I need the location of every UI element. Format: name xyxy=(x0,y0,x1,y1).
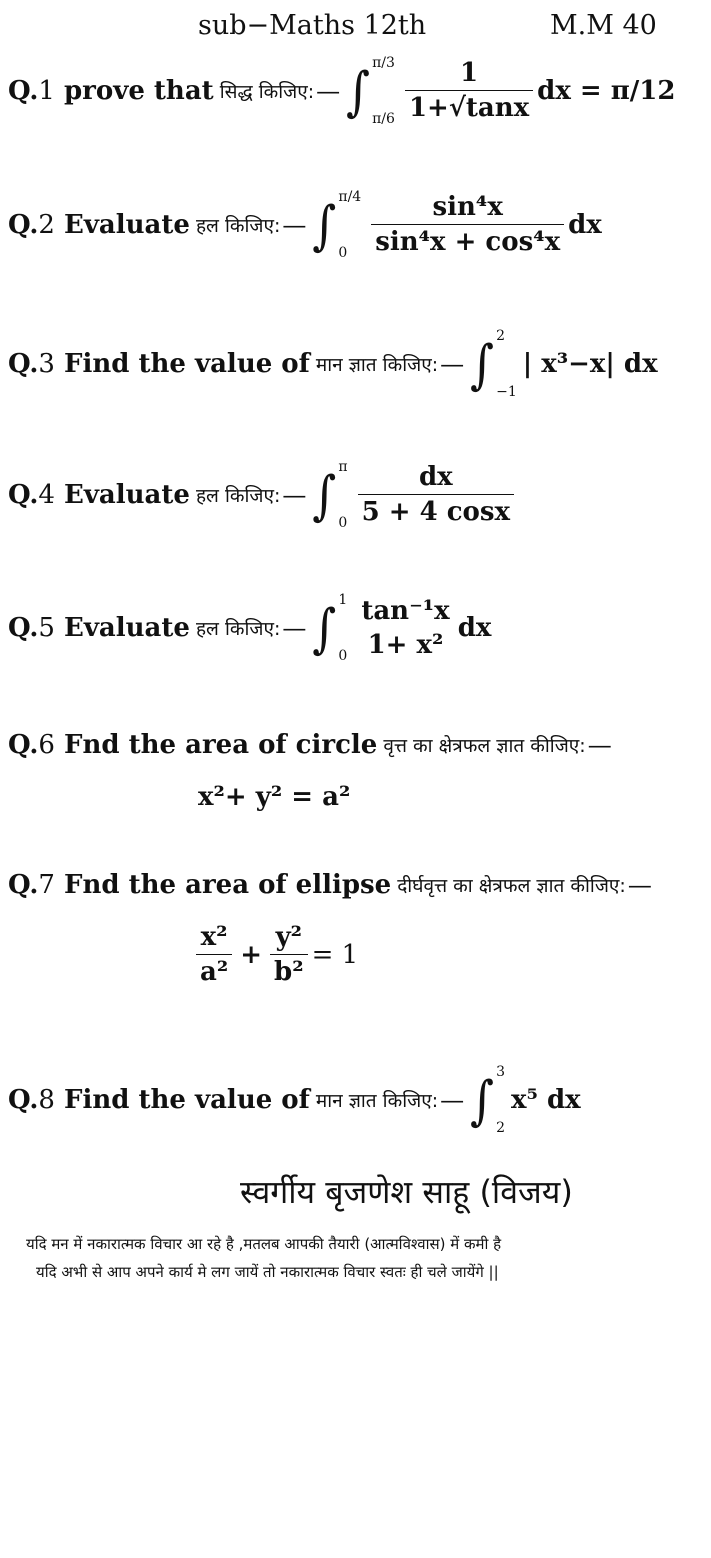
integral-expression xyxy=(470,328,658,400)
denominator: sin⁴x + cos⁴x xyxy=(371,224,564,257)
question-text: Fnd the area of circle xyxy=(54,730,378,760)
integrand: x⁵ dx xyxy=(511,1085,581,1115)
motivational-line-2: यदि अभी से आप अपने कार्य मे लग जायें तो नकारात्मक विचार स्वतः ही चले जायेंगे || xyxy=(36,1263,499,1281)
question-text: Find the value of xyxy=(54,349,310,379)
integral-expression xyxy=(312,458,518,531)
integral-expression xyxy=(470,1064,581,1136)
integral-expression xyxy=(312,592,492,664)
question-hindi: हल किजिए: xyxy=(195,214,281,237)
question-number: 6 xyxy=(38,730,55,760)
question-3: Q.3 Find the value of मान ज्ञात किजिए: — ∫ 2 −1 | x³−x| dx xyxy=(8,328,658,400)
circle-equation: x²+ y² = a² xyxy=(198,782,351,812)
subject-heading: sub−Maths 12th xyxy=(198,10,427,41)
question-hindi: वृत्त का क्षेत्रफल ज्ञात कीजिए: xyxy=(383,735,586,757)
question-hindi: मान ज्ञात किजिए: xyxy=(315,354,439,376)
upper-limit: π/4 xyxy=(338,188,362,205)
question-number: 7 xyxy=(38,870,55,900)
question-1: Q.1 prove that सिद्ध किजिए: — ∫ π/3 π/6 $\frac{1}{1+√\tan x}$ dx = π/12 xyxy=(8,54,676,127)
integral-tail: dx = π/12 xyxy=(537,75,676,106)
question-hindi: हल किजिए: xyxy=(195,484,281,507)
numerator: x² xyxy=(200,922,228,952)
integral-sign: ∫ xyxy=(470,1068,495,1132)
integral-sign: ∫ xyxy=(346,59,371,122)
lower-limit: π/6 xyxy=(372,110,395,127)
question-hindi: मान ज्ञात किजिए: xyxy=(315,1090,439,1112)
integral-expression xyxy=(312,188,602,261)
fraction xyxy=(358,462,514,527)
integral-sign: ∫ xyxy=(312,596,337,660)
integral-tail: dx xyxy=(568,209,602,240)
lower-limit: 0 xyxy=(338,244,348,261)
upper-limit: π/3 xyxy=(372,54,395,71)
integral-sign: ∫ xyxy=(312,193,337,256)
lower-limit: 0 xyxy=(338,648,348,664)
dedication-title: स्वर्गीय बृजणेश साहू (विजय) xyxy=(240,1173,573,1211)
question-number: 2 xyxy=(38,209,55,240)
numerator: tan⁻¹x xyxy=(361,596,450,626)
numerator: 1 xyxy=(460,58,479,88)
motivational-line-1: यदि मन में नकारात्मक विचार आ रहे है ,मतलब आपकी तैयारी (आत्मविश्वास) में कमी है xyxy=(26,1235,502,1253)
fraction xyxy=(196,922,232,987)
equation-tail: = 1 xyxy=(311,939,359,970)
upper-limit: 1 xyxy=(338,592,348,608)
question-8: Q.8 Find the value of मान ज्ञात किजिए: — ∫ 3 2 x⁵ dx xyxy=(8,1064,581,1136)
question-6: Q.6 Fnd the area of circle वृत्त का क्षेत्रफल ज्ञात कीजिए: — xyxy=(8,730,612,760)
question-2: Q.2 Evaluate हल किजिए: — ∫ π/4 0 $\frac{\text{sin⁴x}}{\text{sin⁴x + cos⁴x}}$ dx xyxy=(8,188,602,261)
question-7: Q.7 Fnd the area of ellipse दीर्घवृत्त का क्षेत्रफल ज्ञात कीजिए: — xyxy=(8,870,652,900)
numerator: dx xyxy=(418,462,453,492)
question-text: Evaluate xyxy=(54,613,190,643)
upper-limit: 3 xyxy=(496,1064,506,1080)
question-text: Evaluate xyxy=(54,479,190,510)
numerator: sin⁴x xyxy=(432,192,503,222)
upper-limit: 2 xyxy=(496,328,506,344)
question-number: 1 xyxy=(38,75,55,106)
denominator: 1+√tanx xyxy=(405,90,533,123)
question-number: 4 xyxy=(38,479,55,510)
question-hindi: दीर्घवृत्त का क्षेत्रफल ज्ञात कीजिए: xyxy=(397,875,626,897)
denominator: a² xyxy=(196,954,232,987)
fraction xyxy=(371,192,564,257)
question-number: 3 xyxy=(38,349,55,379)
fraction xyxy=(405,58,533,123)
lower-limit: 2 xyxy=(496,1120,506,1136)
denominator: 5 + 4 cosx xyxy=(358,494,514,527)
question-text: Find the value of xyxy=(54,1085,310,1115)
integrand: | x³−x| dx xyxy=(522,349,658,379)
max-marks: M.M 40 xyxy=(550,10,657,41)
question-text: Evaluate xyxy=(54,209,190,240)
fraction xyxy=(270,922,308,987)
question-4: Q.4 Evaluate हल किजिए: — ∫ π 0 $\frac{dx}{5 + 4 \cos x}$ xyxy=(8,462,518,527)
denominator: 1+ x² xyxy=(367,630,444,660)
lower-limit: −1 xyxy=(496,384,517,400)
question-text: prove that xyxy=(54,75,214,106)
denominator: b² xyxy=(270,954,308,987)
integral-sign: ∫ xyxy=(312,463,337,526)
integral-tail: dx xyxy=(457,613,492,643)
integral-expression xyxy=(346,54,676,127)
numerator: y² xyxy=(275,922,303,952)
question-5: Q.5 Evaluate हल किजिए: — ∫ 1 0 tan⁻¹x 1+ x² dx xyxy=(8,592,492,664)
ellipse-equation: $\frac{\text{x²}}{\text{a²}}$ + $\frac{\text{y²}}{\text{b²}}$ = 1 xyxy=(192,922,358,987)
fraction xyxy=(357,596,453,660)
question-number: 5 xyxy=(38,613,55,643)
integral-sign: ∫ xyxy=(470,332,495,396)
upper-limit: π xyxy=(338,458,348,475)
lower-limit: 0 xyxy=(338,514,348,531)
question-text: Fnd the area of ellipse xyxy=(54,870,392,900)
question-number: 8 xyxy=(38,1085,55,1115)
question-hindi: हल किजिए: xyxy=(195,618,281,640)
question-hindi: सिद्ध किजिए: xyxy=(219,80,315,103)
